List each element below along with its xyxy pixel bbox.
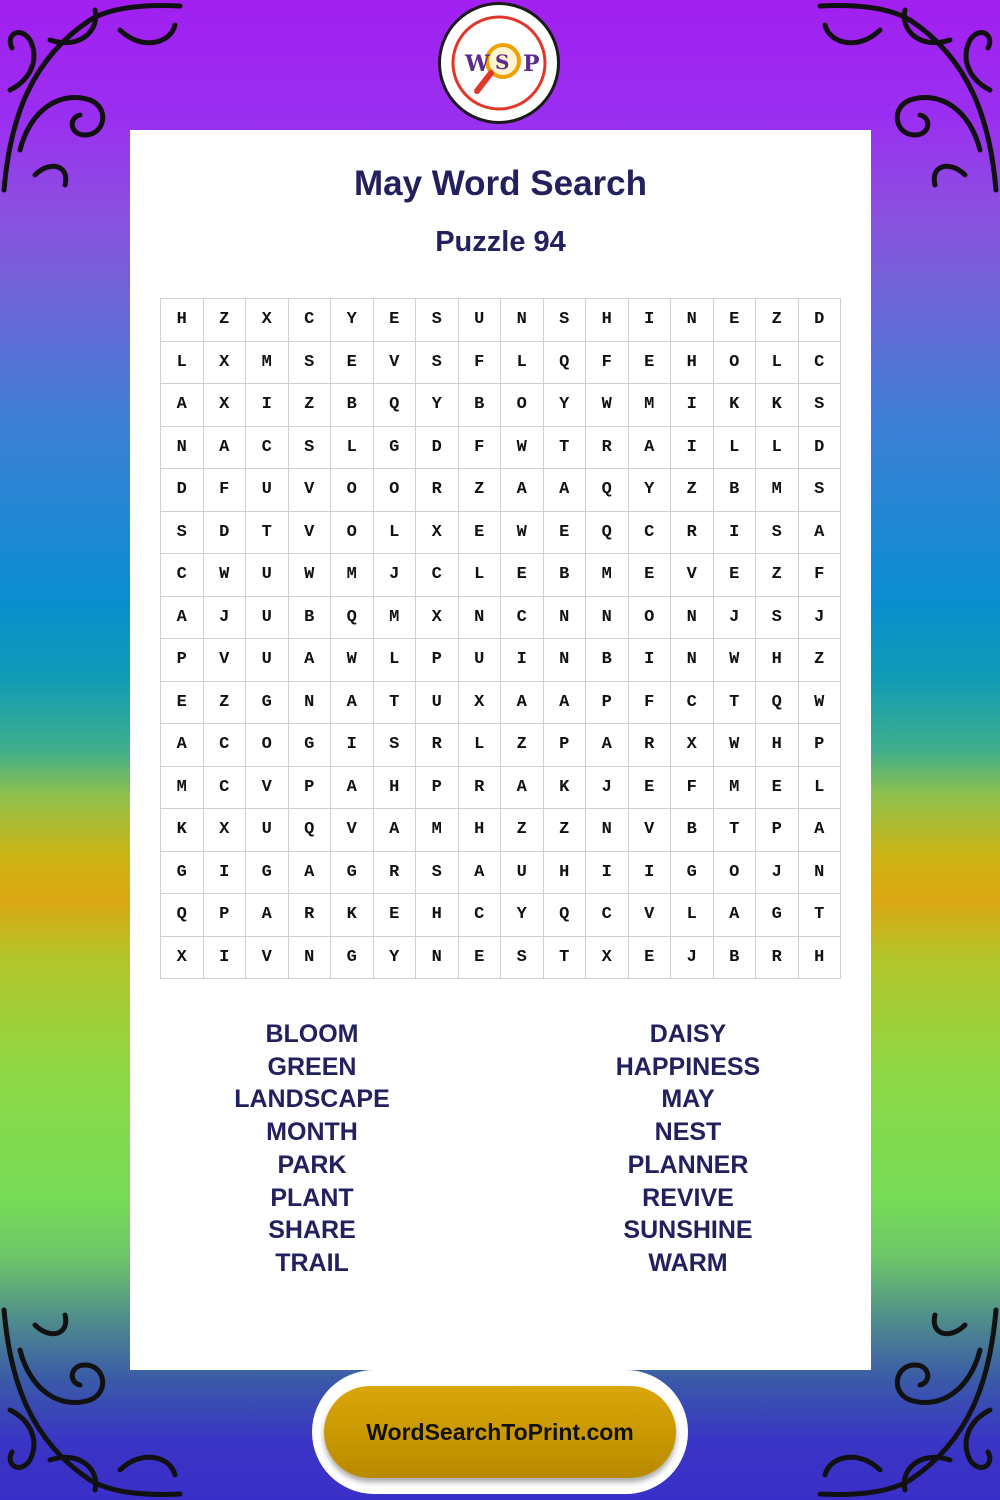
grid-cell[interactable]: P (289, 767, 332, 810)
grid-cell[interactable]: D (204, 512, 247, 555)
grid-cell[interactable]: O (501, 384, 544, 427)
puzzle-number: Puzzle 94 (435, 226, 566, 258)
grid-cell[interactable]: O (246, 724, 289, 767)
site-link-button[interactable] (324, 1386, 676, 1478)
grid-cell[interactable]: Q (756, 682, 799, 725)
grid-cell[interactable]: S (289, 427, 332, 470)
grid-cell[interactable]: X (416, 597, 459, 640)
grid-cell[interactable]: Y (544, 384, 587, 427)
grid-cell[interactable]: G (289, 724, 332, 767)
grid-cell[interactable]: J (756, 852, 799, 895)
grid-cell[interactable]: P (416, 767, 459, 810)
grid-cell[interactable]: E (544, 512, 587, 555)
grid-cell[interactable]: N (671, 597, 714, 640)
grid-cell[interactable]: H (586, 299, 629, 342)
word-item: PLANNER (627, 1150, 749, 1179)
grid-cell[interactable]: J (714, 597, 757, 640)
word-list-right (538, 1018, 838, 1280)
grid-cell[interactable]: M (629, 384, 672, 427)
grid-cell[interactable]: U (501, 852, 544, 895)
grid-cell[interactable]: I (671, 427, 714, 470)
grid-cell[interactable]: Q (586, 469, 629, 512)
grid-cell[interactable]: K (161, 809, 204, 852)
grid-cell[interactable]: N (544, 597, 587, 640)
grid-cell[interactable]: L (374, 512, 417, 555)
grid-cell[interactable]: I (714, 512, 757, 555)
grid-cell[interactable]: Q (544, 894, 587, 937)
grid-cell[interactable]: M (246, 342, 289, 385)
grid-cell[interactable]: S (799, 384, 842, 427)
word-item: PLANT (270, 1183, 354, 1212)
grid-cell[interactable]: A (714, 894, 757, 937)
grid-cell[interactable]: X (204, 342, 247, 385)
grid-cell[interactable]: M (756, 469, 799, 512)
grid-cell[interactable]: A (799, 809, 842, 852)
grid-cell[interactable]: R (416, 469, 459, 512)
grid-cell[interactable]: O (331, 512, 374, 555)
grid-cell[interactable]: G (246, 852, 289, 895)
grid-cell[interactable]: W (501, 427, 544, 470)
grid-cell[interactable]: M (331, 554, 374, 597)
grid-cell[interactable]: U (246, 554, 289, 597)
grid-cell[interactable]: H (374, 767, 417, 810)
grid-cell[interactable]: S (799, 469, 842, 512)
grid-cell[interactable]: E (459, 512, 502, 555)
grid-cell[interactable]: A (799, 512, 842, 555)
grid-cell[interactable]: O (331, 469, 374, 512)
grid-cell[interactable]: B (714, 937, 757, 980)
grid-cell[interactable]: V (331, 809, 374, 852)
grid-cell[interactable]: A (501, 767, 544, 810)
grid-cell[interactable]: L (756, 342, 799, 385)
grid-cell[interactable]: N (671, 639, 714, 682)
logo-letter-w: W (465, 51, 490, 77)
grid-cell[interactable]: T (246, 512, 289, 555)
grid-cell[interactable]: E (629, 554, 672, 597)
grid-cell[interactable]: Y (416, 384, 459, 427)
grid-cell[interactable]: T (544, 427, 587, 470)
grid-cell[interactable]: Y (331, 299, 374, 342)
grid-cell[interactable]: E (331, 342, 374, 385)
grid-cell[interactable]: C (161, 554, 204, 597)
grid-cell[interactable]: E (374, 894, 417, 937)
grid-cell[interactable]: E (459, 937, 502, 980)
grid-cell[interactable]: U (246, 809, 289, 852)
grid-cell[interactable]: P (416, 639, 459, 682)
grid-cell[interactable]: R (756, 937, 799, 980)
grid-cell[interactable]: O (714, 342, 757, 385)
grid-cell[interactable]: T (544, 937, 587, 980)
grid-cell[interactable]: T (799, 894, 842, 937)
grid-cell[interactable]: E (714, 299, 757, 342)
word-item: DAISY (649, 1020, 727, 1048)
grid-cell[interactable]: I (586, 852, 629, 895)
grid-cell[interactable]: L (459, 724, 502, 767)
grid-cell[interactable]: A (374, 809, 417, 852)
grid-cell[interactable]: I (629, 639, 672, 682)
grid-cell[interactable]: F (586, 342, 629, 385)
grid-cell[interactable]: O (629, 597, 672, 640)
grid-cell[interactable]: C (246, 427, 289, 470)
grid-cell[interactable]: J (671, 937, 714, 980)
grid-cell[interactable]: X (416, 512, 459, 555)
grid-cell[interactable]: M (416, 809, 459, 852)
grid-cell[interactable]: Z (501, 809, 544, 852)
grid-cell[interactable]: H (671, 342, 714, 385)
grid-cell[interactable]: I (204, 852, 247, 895)
grid-cell[interactable]: K (331, 894, 374, 937)
grid-cell[interactable]: G (671, 852, 714, 895)
grid-cell[interactable]: J (374, 554, 417, 597)
grid-cell[interactable]: S (161, 512, 204, 555)
grid-cell[interactable]: X (586, 937, 629, 980)
grid-cell[interactable]: W (586, 384, 629, 427)
grid-cell[interactable]: N (671, 299, 714, 342)
grid-cell[interactable]: O (714, 852, 757, 895)
grid-cell[interactable]: X (671, 724, 714, 767)
grid-cell[interactable]: A (586, 724, 629, 767)
grid-cell[interactable]: Z (799, 639, 842, 682)
grid-cell[interactable]: R (629, 724, 672, 767)
grid-cell[interactable]: Q (586, 512, 629, 555)
grid-cell[interactable]: T (714, 682, 757, 725)
grid-cell[interactable]: F (459, 427, 502, 470)
grid-cell[interactable]: R (671, 512, 714, 555)
grid-cell[interactable]: V (289, 469, 332, 512)
word-list-left (162, 1018, 462, 1280)
grid-cell[interactable]: M (586, 554, 629, 597)
grid-cell[interactable]: U (416, 682, 459, 725)
grid-cell[interactable]: X (204, 809, 247, 852)
grid-cell[interactable]: A (161, 724, 204, 767)
grid-cell[interactable]: F (671, 767, 714, 810)
word-item: GREEN (267, 1052, 357, 1081)
grid-cell[interactable]: N (586, 809, 629, 852)
grid-cell[interactable]: B (459, 384, 502, 427)
grid-cell[interactable]: V (289, 512, 332, 555)
grid-cell[interactable]: J (204, 597, 247, 640)
grid-cell[interactable]: Z (204, 682, 247, 725)
grid-cell[interactable]: A (544, 682, 587, 725)
grid-cell[interactable]: W (714, 724, 757, 767)
grid-cell[interactable]: E (501, 554, 544, 597)
grid-cell[interactable]: D (161, 469, 204, 512)
grid-cell[interactable]: O (374, 469, 417, 512)
grid-cell[interactable]: C (501, 597, 544, 640)
grid-cell[interactable]: N (544, 639, 587, 682)
grid-cell[interactable]: Z (501, 724, 544, 767)
grid-cell[interactable]: S (501, 937, 544, 980)
grid-cell[interactable]: H (544, 852, 587, 895)
grid-cell[interactable]: S (416, 852, 459, 895)
grid-cell[interactable]: N (161, 427, 204, 470)
grid-cell[interactable]: E (629, 342, 672, 385)
grid-cell[interactable]: Z (459, 469, 502, 512)
grid-cell[interactable]: G (331, 852, 374, 895)
grid-cell[interactable]: C (799, 342, 842, 385)
grid-cell[interactable]: G (331, 937, 374, 980)
grid-cell[interactable]: I (501, 639, 544, 682)
grid-cell[interactable]: K (714, 384, 757, 427)
grid-cell[interactable]: E (161, 682, 204, 725)
grid-cell[interactable]: X (246, 299, 289, 342)
grid-cell[interactable]: P (161, 639, 204, 682)
grid-cell[interactable]: K (756, 384, 799, 427)
grid-cell[interactable]: P (756, 809, 799, 852)
site-link-text: WordSearchToPrint.com (366, 1418, 634, 1445)
grid-cell[interactable]: K (544, 767, 587, 810)
grid-cell[interactable]: Z (756, 554, 799, 597)
grid-cell[interactable]: D (799, 299, 842, 342)
grid-cell[interactable]: A (544, 469, 587, 512)
grid-cell[interactable]: W (331, 639, 374, 682)
grid-cell[interactable]: Z (756, 299, 799, 342)
grid-cell[interactable]: E (629, 937, 672, 980)
grid-cell[interactable]: U (459, 639, 502, 682)
grid-cell[interactable]: H (756, 724, 799, 767)
word-item: BLOOM (265, 1020, 359, 1048)
grid-cell[interactable]: Q (374, 384, 417, 427)
grid-cell[interactable]: L (799, 767, 842, 810)
grid-cell[interactable]: N (459, 597, 502, 640)
grid-cell[interactable]: H (161, 299, 204, 342)
grid-cell[interactable]: Y (374, 937, 417, 980)
grid-cell[interactable]: A (331, 682, 374, 725)
grid-cell[interactable]: A (289, 852, 332, 895)
grid-cell[interactable]: R (416, 724, 459, 767)
grid-cell[interactable]: M (374, 597, 417, 640)
grid-cell[interactable]: P (544, 724, 587, 767)
grid-cell[interactable]: L (331, 427, 374, 470)
grid-cell[interactable]: C (671, 682, 714, 725)
grid-cell[interactable]: B (671, 809, 714, 852)
grid-cell[interactable]: L (756, 427, 799, 470)
grid-cell[interactable]: A (161, 384, 204, 427)
grid-cell[interactable]: U (246, 597, 289, 640)
grid-cell[interactable]: G (756, 894, 799, 937)
grid-cell[interactable]: P (586, 682, 629, 725)
grid-cell[interactable]: A (501, 682, 544, 725)
grid-cell[interactable]: A (331, 767, 374, 810)
grid-cell[interactable]: A (204, 427, 247, 470)
grid-cell[interactable]: A (629, 427, 672, 470)
grid-cell[interactable]: J (799, 597, 842, 640)
grid-cell[interactable]: D (799, 427, 842, 470)
grid-cell[interactable]: C (416, 554, 459, 597)
grid-cell[interactable]: M (714, 767, 757, 810)
grid-cell[interactable]: C (459, 894, 502, 937)
grid-cell[interactable]: E (756, 767, 799, 810)
word-item: SHARE (268, 1216, 356, 1245)
word-item: PARK (277, 1150, 347, 1179)
grid-cell[interactable]: L (714, 427, 757, 470)
grid-cell[interactable]: E (629, 767, 672, 810)
grid-cell[interactable]: S (756, 597, 799, 640)
grid-cell[interactable]: I (629, 299, 672, 342)
grid-cell[interactable]: L (374, 639, 417, 682)
grid-cell[interactable]: L (501, 342, 544, 385)
grid-cell[interactable]: L (671, 894, 714, 937)
grid-cell[interactable]: S (416, 299, 459, 342)
logo-letter-s: S (495, 50, 510, 74)
grid-cell[interactable]: Z (289, 384, 332, 427)
grid-cell[interactable]: U (459, 299, 502, 342)
grid-cell[interactable]: H (416, 894, 459, 937)
grid-cell[interactable]: A (459, 852, 502, 895)
grid-cell[interactable]: W (799, 682, 842, 725)
grid-cell[interactable]: E (714, 554, 757, 597)
grid-cell[interactable]: R (459, 767, 502, 810)
grid-cell[interactable]: A (161, 597, 204, 640)
grid-cell[interactable]: X (161, 937, 204, 980)
grid-cell[interactable]: I (331, 724, 374, 767)
grid-cell[interactable]: T (714, 809, 757, 852)
site-logo[interactable] (438, 2, 560, 124)
grid-cell[interactable]: V (629, 809, 672, 852)
grid-cell[interactable]: A (501, 469, 544, 512)
grid-cell[interactable]: Q (544, 342, 587, 385)
grid-cell[interactable]: D (416, 427, 459, 470)
word-item: HAPPINESS (615, 1052, 761, 1081)
grid-cell[interactable]: C (204, 724, 247, 767)
grid-cell[interactable]: H (756, 639, 799, 682)
grid-cell[interactable]: V (204, 639, 247, 682)
grid-cell[interactable]: C (586, 894, 629, 937)
grid-cell[interactable]: S (544, 299, 587, 342)
grid-cell[interactable]: U (246, 469, 289, 512)
grid-cell[interactable]: S (374, 724, 417, 767)
grid-cell[interactable]: G (374, 427, 417, 470)
grid-cell[interactable]: B (289, 597, 332, 640)
grid-cell[interactable]: R (374, 852, 417, 895)
grid-cell[interactable]: G (161, 852, 204, 895)
grid-cell[interactable]: J (586, 767, 629, 810)
grid-cell[interactable]: V (246, 937, 289, 980)
grid-cell[interactable]: I (629, 852, 672, 895)
grid-cell[interactable]: P (204, 894, 247, 937)
grid-cell[interactable]: N (799, 852, 842, 895)
grid-cell[interactable]: Q (331, 597, 374, 640)
grid-cell[interactable]: Q (161, 894, 204, 937)
grid-cell[interactable]: V (374, 342, 417, 385)
grid-cell[interactable]: B (544, 554, 587, 597)
grid-cell[interactable]: P (799, 724, 842, 767)
page-title: May Word Search (353, 164, 648, 203)
grid-cell[interactable]: V (246, 767, 289, 810)
letter-grid (160, 298, 841, 979)
grid-cell[interactable]: R (289, 894, 332, 937)
word-item: REVIVE (642, 1183, 734, 1212)
grid-cell[interactable]: W (501, 512, 544, 555)
grid-cell[interactable]: X (204, 384, 247, 427)
grid-cell[interactable]: H (459, 809, 502, 852)
grid-cell[interactable]: V (671, 554, 714, 597)
grid-cell[interactable]: V (629, 894, 672, 937)
grid-cell[interactable]: F (459, 342, 502, 385)
grid-cell[interactable]: S (416, 342, 459, 385)
grid-cell[interactable]: C (289, 299, 332, 342)
grid-cell[interactable]: B (331, 384, 374, 427)
grid-cell[interactable]: Z (544, 809, 587, 852)
word-item: TRAIL (275, 1248, 349, 1277)
grid-cell[interactable]: I (671, 384, 714, 427)
grid-cell[interactable]: R (586, 427, 629, 470)
grid-cell[interactable]: F (629, 682, 672, 725)
grid-cell[interactable]: A (246, 894, 289, 937)
grid-cell[interactable]: U (246, 639, 289, 682)
grid-cell[interactable]: A (289, 639, 332, 682)
word-item: SUNSHINE (623, 1216, 753, 1245)
grid-cell[interactable]: Z (204, 299, 247, 342)
puzzle-sheet (130, 130, 871, 1370)
grid-cell[interactable]: T (374, 682, 417, 725)
grid-cell[interactable]: W (289, 554, 332, 597)
grid-cell[interactable]: Q (289, 809, 332, 852)
grid-cell[interactable]: W (204, 554, 247, 597)
grid-cell[interactable]: X (459, 682, 502, 725)
word-item: MAY (661, 1085, 715, 1114)
word-item: LANDSCAPE (234, 1085, 390, 1114)
grid-cell[interactable]: L (161, 342, 204, 385)
grid-cell[interactable]: Y (629, 469, 672, 512)
grid-cell[interactable]: S (289, 342, 332, 385)
grid-cell[interactable]: N (586, 597, 629, 640)
grid-cell[interactable]: N (416, 937, 459, 980)
grid-cell[interactable]: W (714, 639, 757, 682)
grid-cell[interactable]: N (501, 299, 544, 342)
word-item: MONTH (266, 1118, 358, 1147)
word-item: NEST (654, 1118, 722, 1147)
grid-cell[interactable]: M (161, 767, 204, 810)
grid-cell[interactable]: H (799, 937, 842, 980)
grid-cell[interactable]: S (756, 512, 799, 555)
grid-cell[interactable]: L (459, 554, 502, 597)
grid-cell[interactable]: B (586, 639, 629, 682)
logo-letter-p: P (523, 51, 540, 77)
grid-cell[interactable]: C (629, 512, 672, 555)
grid-cell[interactable]: N (289, 682, 332, 725)
word-item: WARM (648, 1248, 728, 1277)
grid-cell[interactable]: I (204, 937, 247, 980)
grid-cell[interactable]: C (204, 767, 247, 810)
grid-cell[interactable]: E (374, 299, 417, 342)
grid-cell[interactable]: G (246, 682, 289, 725)
grid-cell[interactable]: F (799, 554, 842, 597)
grid-cell[interactable]: I (246, 384, 289, 427)
grid-cell[interactable]: Y (501, 894, 544, 937)
grid-cell[interactable]: F (204, 469, 247, 512)
grid-cell[interactable]: Z (671, 469, 714, 512)
grid-cell[interactable]: N (289, 937, 332, 980)
grid-cell[interactable]: B (714, 469, 757, 512)
